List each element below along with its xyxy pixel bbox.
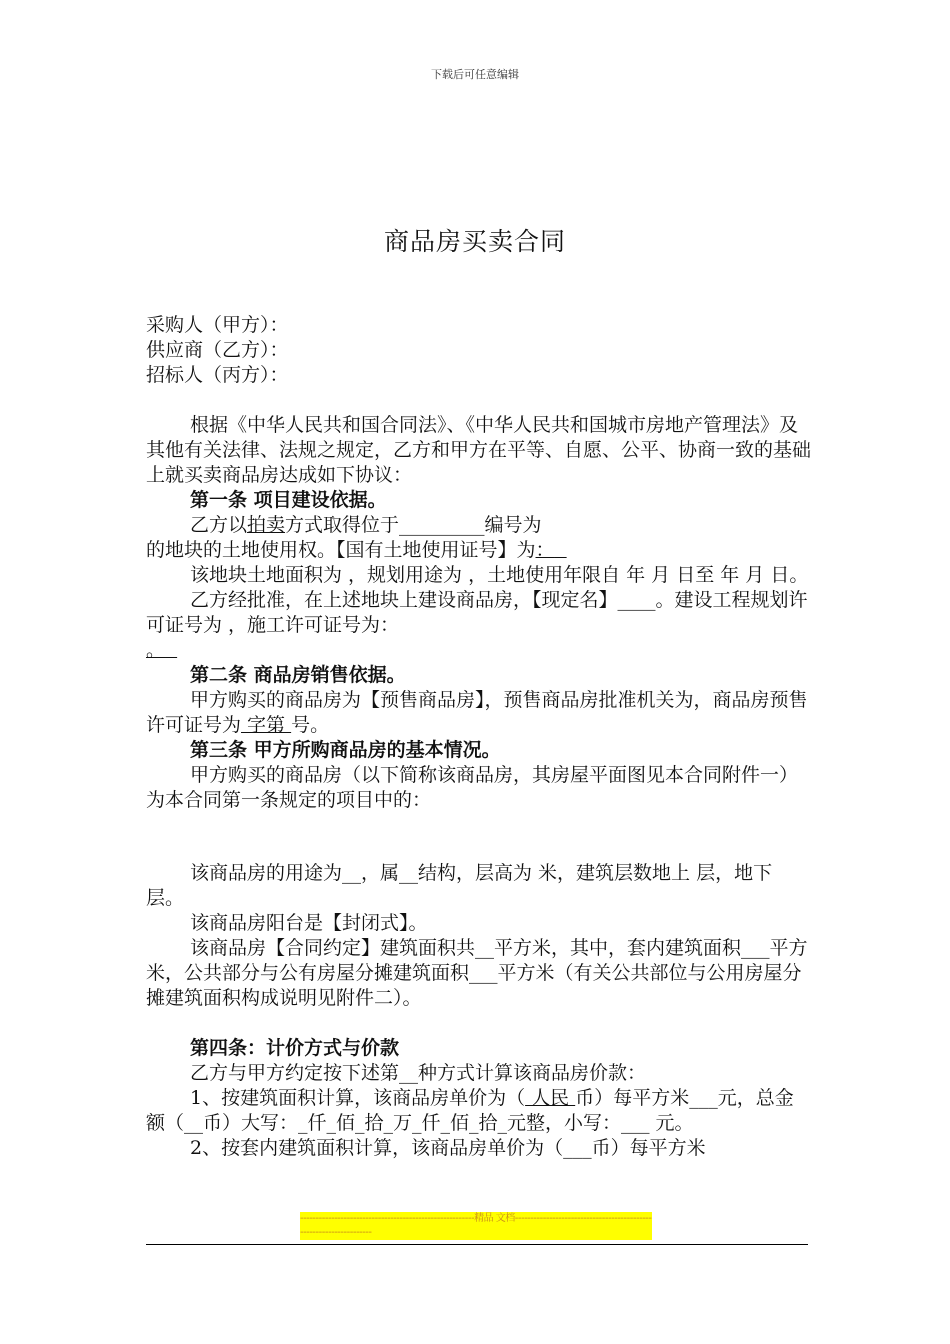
article1-line2: 的地块的土地使用权。【国有土地使用证号】为： [146, 539, 555, 561]
party-tenderer: 招标人（丙方）： [146, 364, 289, 386]
article3-text: 甲方购买的商品房（以下简称该商品房，其房屋平面图见本合同附件一）为本合同第一条规定的项目中的： [146, 764, 799, 811]
article2-text: 甲方购买的商品房为【预售商品房】，预售商品房批准机关为，商品房预售许可证号为 字第 号。 [146, 689, 808, 736]
article1-land: 该地块土地面积为 ，规划用途为 ，土地使用年限自 年 月 日至 年 月 日。 [190, 564, 809, 586]
article4-heading: 第四条：计价方式与价款 [190, 1037, 400, 1059]
footer-rule [146, 1244, 808, 1245]
article3-balcony: 该商品房阳台是【封闭式】。 [190, 912, 428, 934]
document-title: 商品房买卖合同 [383, 227, 566, 256]
preamble: 根据《中华人民共和国合同法》、《中华人民共和国城市房地产管理法》及其他有关法律、法规之规定，乙方和甲方在平等、自愿、公平、协商一致的基础上就买卖商品房达成如下协议： [146, 414, 812, 486]
article4-item1: 1、按建筑面积计算，该商品房单价为（ 人民 币）每平方米___元，总金额（__币）大写：_仟_佰_拾_万_仟_佰_拾_元整，小写：___ 元。 [146, 1087, 794, 1134]
footer-highlight: --------------------------------------------------------精品 文档------------------------------------------------------------------- [300, 1213, 652, 1238]
header-note: 下载后可任意编辑 [431, 68, 519, 81]
article1-line1: 乙方以拍卖方式取得位于_________编号为 [190, 514, 542, 536]
article4-intro: 乙方与甲方约定按下述第__种方式计算该商品房价款： [190, 1062, 647, 1084]
article3-heading: 第三条 甲方所购商品房的基本情况。 [190, 739, 501, 761]
party-buyer: 采购人（甲方）： [146, 314, 289, 336]
article4-item2: 2、按套内建筑面积计算，该商品房单价为（___币）每平方米 [190, 1137, 706, 1159]
article1-heading: 第一条 项目建设依据。 [190, 489, 387, 511]
contract-body [146, 313, 811, 1161]
article3-usage: 该商品房的用途为__，属__结构，层高为 米，建筑层数地上 层，地下 层。 [146, 862, 773, 909]
article1-approval-end: 。 [146, 639, 166, 661]
party-supplier: 供应商（乙方）： [146, 339, 289, 361]
article2-heading: 第二条 商品房销售依据。 [190, 664, 406, 686]
article3-area: 该商品房【合同约定】建筑面积共__平方米，其中，套内建筑面积___平方米，公共部分与公有房屋分摊建筑面积___平方米（有关公共部位与公用房屋分摊建筑面积构成说明见附件二）。 [146, 937, 808, 1009]
article1-approval: 乙方经批准，在上述地块上建设商品房，【现定名】____。建设工程规划许可证号为 ，施工许可证号为： [146, 589, 808, 636]
